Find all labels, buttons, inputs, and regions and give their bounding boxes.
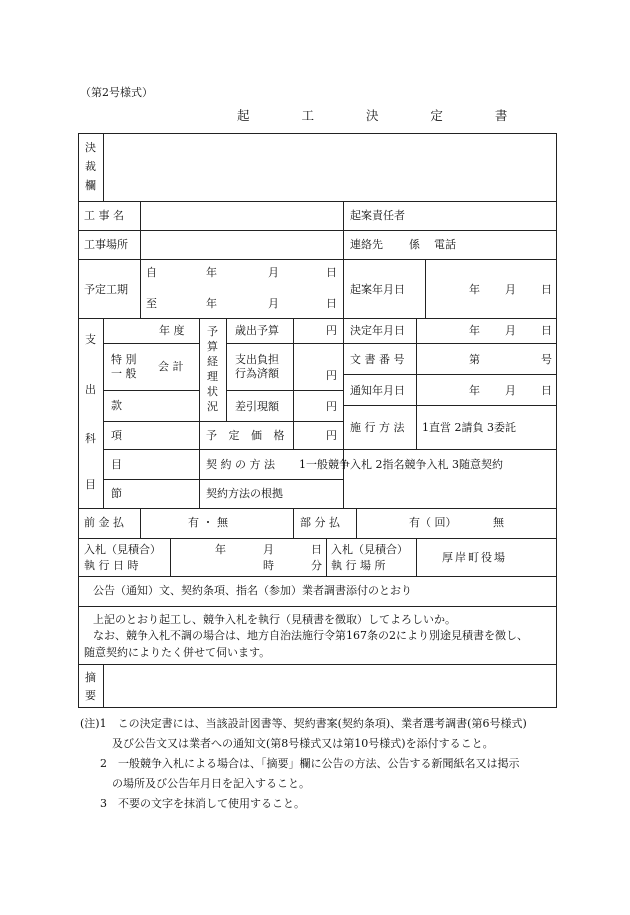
nendo-label: 年 度 bbox=[159, 324, 185, 337]
nyusatsu-basho-2: 執 行 場 所 bbox=[331, 559, 386, 572]
sahiki-yen: 円 bbox=[326, 400, 337, 413]
ari-nashi-label: 有 ・ 無 bbox=[188, 516, 228, 529]
shishutsu-kamoku-2: 出 bbox=[85, 383, 96, 396]
bunsho-bango-label: 文 書 番 号 bbox=[350, 353, 405, 366]
keiyaku-hoho-label: 契 約 の 方 法 bbox=[206, 458, 275, 471]
kian-tsuki: 月 bbox=[505, 283, 516, 296]
kettei-tsuki: 月 bbox=[505, 324, 516, 337]
nyusatsu-nichiji-1: 入札（見積合） bbox=[84, 543, 161, 556]
ji-hi: 日 bbox=[326, 266, 337, 279]
kettei-nengappi-label: 決定年月日 bbox=[350, 324, 405, 337]
futan-yen: 円 bbox=[326, 369, 337, 382]
kian-nen: 年 bbox=[469, 283, 480, 296]
renrakusaki-label: 連絡先 bbox=[350, 238, 383, 251]
kessai-label-1: 決 bbox=[85, 141, 96, 154]
nyusatsu-basho-1: 入札（見積合） bbox=[331, 543, 408, 556]
tsuchi-nengappi-label: 通知年月日 bbox=[350, 384, 405, 397]
body-text-3: 随意契約によりたく併せて伺います。 bbox=[84, 646, 271, 659]
kessai-label-2: 裁 bbox=[85, 160, 96, 173]
yosan-3: 経 bbox=[207, 355, 218, 368]
note-1-cont: 及び公告文又は業者への通知文(第8号様式又は第10号様式)を添付すること。 bbox=[112, 737, 494, 750]
koukoku-line: 公告（通知）文、契約条項、指名（参加）業者調書添付のとおり bbox=[93, 584, 412, 597]
nyusatsu-hi: 日 bbox=[311, 543, 322, 556]
body-text-2: なお、競争入札不調の場合は、地方自治法施行令第167条の2により別途見積書を徴し、 bbox=[93, 629, 528, 642]
tekiyo-2: 要 bbox=[85, 689, 96, 702]
keiyaku-konkyo-label: 契約方法の根拠 bbox=[206, 487, 283, 500]
sahiki-label: 差引現額 bbox=[235, 400, 279, 413]
kakaku-yen: 円 bbox=[326, 429, 337, 442]
kan-label: 款 bbox=[111, 399, 122, 412]
note-3: 3 不要の文字を抹消して使用すること。 bbox=[100, 797, 305, 810]
yotei-kakaku-label: 予 定 価 格 bbox=[206, 429, 289, 442]
tokubetsu-label: 特 別 bbox=[111, 353, 137, 366]
yosan-2: 算 bbox=[207, 340, 218, 353]
denwa-label: 電話 bbox=[434, 238, 456, 251]
nyusatsu-nichiji-2: 執 行 日 時 bbox=[84, 559, 139, 572]
shishutsu-kamoku-4: 目 bbox=[85, 478, 96, 491]
nyusatsu-fun: 分 bbox=[311, 559, 322, 572]
note-2: 2 一般競争入札による場合は、「摘要」欄に公告の方法、公告する新聞紙名又は掲示 bbox=[100, 757, 520, 770]
koji-mei-label: 工 事 名 bbox=[84, 209, 124, 222]
ji-label: 自 bbox=[146, 266, 157, 279]
note-1: (注)1 この決定書には、当該設計図書等、契約書案(契約条項)、業者選考調書(第6号様式) bbox=[80, 717, 527, 730]
kou-label: 項 bbox=[111, 429, 122, 442]
note-2-cont: の場所及び公告年月日を記入すること。 bbox=[112, 777, 310, 790]
tsuchi-tsuki: 月 bbox=[505, 384, 516, 397]
itaru-label: 至 bbox=[146, 297, 157, 310]
basho-value: 厚岸町役場 bbox=[442, 551, 507, 564]
kian-nengappi-label: 起案年月日 bbox=[350, 283, 405, 296]
nyusatsu-tsuki: 月 bbox=[263, 543, 274, 556]
nyusatsu-nen: 年 bbox=[215, 543, 226, 556]
bubunbarai-label: 部 分 払 bbox=[300, 516, 340, 529]
yosan-1: 予 bbox=[207, 325, 218, 338]
kessai-label-3: 欄 bbox=[85, 179, 96, 192]
tsuchi-nen: 年 bbox=[469, 384, 480, 397]
tekiyo-1: 摘 bbox=[85, 671, 96, 684]
shishutsu-futan-2: 行為済額 bbox=[235, 367, 279, 380]
nashi-label: 無 bbox=[493, 516, 504, 529]
shishutsu-futan-1: 支出負担 bbox=[235, 353, 279, 366]
shishutsu-kamoku-3: 科 bbox=[85, 432, 96, 445]
shishutsu-kamoku-1: 支 bbox=[85, 333, 96, 346]
ari-kai-label: 有（ 回） bbox=[409, 516, 457, 529]
kettei-hi: 日 bbox=[541, 324, 552, 337]
ji-nen: 年 bbox=[206, 266, 217, 279]
kian-sekininsha-label: 起案責任者 bbox=[350, 209, 405, 222]
kettei-nen: 年 bbox=[469, 324, 480, 337]
document-title: 起 工 決 定 書 bbox=[237, 108, 532, 123]
seko-hoho-label: 施 行 方 法 bbox=[350, 421, 405, 434]
form-number: （第2号様式） bbox=[80, 86, 153, 99]
yosan-4: 理 bbox=[207, 370, 218, 383]
dai-label: 第 bbox=[469, 353, 480, 366]
yosan-5: 状 bbox=[207, 385, 218, 398]
kian-hi: 日 bbox=[541, 283, 552, 296]
moku-label: 目 bbox=[111, 458, 122, 471]
itaru-tsuki: 月 bbox=[268, 297, 279, 310]
seko-hoho-options: 1直営 2請負 3委託 bbox=[422, 421, 516, 434]
yotei-koki-label: 予定工期 bbox=[84, 283, 128, 296]
setsu-label: 節 bbox=[111, 487, 122, 500]
yosan-6: 況 bbox=[207, 400, 218, 413]
ji-tsuki: 月 bbox=[268, 266, 279, 279]
itaru-nen: 年 bbox=[206, 297, 217, 310]
maekinbarai-label: 前 金 払 bbox=[84, 516, 124, 529]
koji-basho-label: 工事場所 bbox=[84, 238, 128, 251]
saishutsu-yen: 円 bbox=[326, 324, 337, 337]
kakari-label: 係 bbox=[409, 238, 420, 251]
ippan-label: 一 般 bbox=[111, 367, 137, 380]
keiyaku-hoho-options: 1一般競争入札 2指名競争入札 3随意契約 bbox=[299, 458, 503, 471]
kaikei-label: 会 計 bbox=[158, 360, 184, 373]
itaru-hi: 日 bbox=[326, 297, 337, 310]
body-text-1: 上記のとおり起工し、競争入札を執行（見積書を徴取）してよろしいか。 bbox=[93, 613, 456, 626]
saishutsu-yosan-label: 歳出予算 bbox=[235, 324, 279, 337]
tsuchi-hi: 日 bbox=[541, 384, 552, 397]
go-label: 号 bbox=[541, 353, 552, 366]
nyusatsu-toki: 時 bbox=[263, 559, 274, 572]
